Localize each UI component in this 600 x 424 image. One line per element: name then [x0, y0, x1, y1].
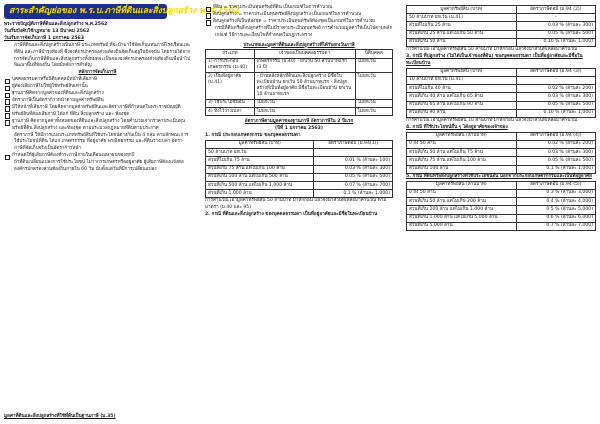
tax-rate-subheading: (ปีที่ 1 มกราคม 2563)	[275, 126, 323, 132]
table-row	[407, 189, 596, 197]
principle-item: ฐานภาษี คิดจากมูลค่าทั้งหมดของที่ดินและสิ่งปลูกสร้าง โดยคำนวณจากราคาประเมินทุนทรัพย์ที่ดิน สิ่งปลูกสร้าง และห้องชุด ตามประมวลกฎหมายที่ดินตามประกาศ	[4, 119, 191, 133]
table-cell: ส่วนที่เกิน 50 ล้าน แต่ไม่เกิน 200 ล้าน	[407, 198, 517, 206]
table-cell: ส่วนที่เกิน 5,000 ล้าน	[407, 222, 517, 230]
table-cell: ส่วนที่เกิน 25 ล้าน แต่ไม่เกิน 50 ล้าน	[407, 30, 517, 38]
table-cell: ส่วนที่เกิน 100 ล้าน	[407, 165, 517, 173]
table-cell: 0.05 % (ล้านละ 500)	[314, 173, 393, 181]
table-cell: 0.03 % (ล้านละ 300)	[516, 149, 595, 157]
table-cell: เกษตรกรรม (ม.40) - ยกเว้น 50 ล้านบาทแรก (3 ปี)	[254, 58, 355, 72]
column-3	[406, 5, 596, 422]
table-cell	[314, 149, 393, 157]
table-cell: 1) การประกอบเกษตรกรรม (ม.40)	[206, 58, 255, 72]
calculation-note: การคำนวณ เอามูลค่าทรัพย์สิน 50 ล้านบาท มาหักก่อน แล้วจึงนำส่วนที่เหลือมาคำนวณ ตามมาตรา (ม.40 และ 95)	[205, 198, 387, 211]
table-cell: 0.10 % (ล้านละ 1,000)	[516, 109, 595, 117]
table-row	[407, 165, 596, 173]
column-header: อัตราภาษีต่อปี (ม.94 (2))	[516, 6, 595, 14]
agriculture-rate-table	[205, 140, 393, 198]
table-cell: 0.03 % (ล้านละ 300)	[516, 93, 595, 101]
tax-rate-paragraph: อัตราภาษี ให้มีการแบ่งประเภททรัพย์สินที่ใช้ประโยชน์ต่างกันเป็น 4 กลุ่ม ตามลักษณะการใช้ประโยชน์ที่ดิน ได้แก่ เกษตรกรรม ที่อยู่อาศัย พาณิชยกรรม และที่ดินว่างเปล่า อัตราภาษีที่จัดเก็บจริงเป็นอัตราก้าวหน้า	[14, 132, 189, 152]
table-row	[206, 173, 393, 181]
column-header: อัตราภาษีต่อปี (ม.94 (3))	[516, 68, 595, 76]
table-cell: 0.03 % (ล้านละ 300)	[516, 22, 595, 30]
effective-date: วันเริ่มบังคับใช้กฎหมาย 13 มีนาคม 2562	[4, 28, 90, 34]
column-header: อัตราภาษีต่อปี (ม.94(1))	[314, 140, 393, 148]
act-title: พระราชบัญญัติภาษีที่ดินและสิ่งปลูกสร้าง พ.ศ.2562	[4, 22, 108, 27]
column-header: มูลค่าทรัพย์สิน (บาท)	[407, 6, 517, 14]
table-row	[206, 190, 393, 198]
table-row	[407, 93, 596, 101]
table-cell: 0.6 % (ล้านละ 6,000)	[516, 214, 595, 222]
other-residence-rate-table	[406, 132, 596, 174]
column-header: มูลค่าทรัพย์สิน (ล้านบาท)	[407, 181, 517, 189]
table-cell: ไม่ยกเว้น	[355, 99, 392, 107]
table-row	[206, 99, 393, 107]
table-header-row	[407, 132, 596, 140]
principles-heading: หลักการจัดเก็บภาษี	[78, 70, 117, 76]
calculation-note: การคำนวณ เอามูลค่าทรัพย์สิน 10 ล้านบาท มาหักก่อน แล้วจึงนำส่วนที่เหลือมาคำนวณ	[406, 117, 578, 123]
column-header: อัตราภาษีต่อปี (ม.94 (5))	[516, 181, 595, 189]
land-use-change-paragraph: ถ้าที่ดินเปลี่ยนแปลงการใช้ประโยชน์ ไม่ว่าการเกษตรหรืออยู่อาศัย ผู้เสียภาษีต้องแจ้งต่อองค์กรปกครองส่วนท้องถิ่นภายใน 60 วัน นับตั้งแต่วันที่มีการเปลี่ยนแปลง	[14, 160, 184, 173]
table-row	[407, 85, 596, 93]
column-header: ประเภท	[206, 50, 255, 58]
intro-paragraph: ภาษีที่ดินและสิ่งปลูกสร้างเป็นภาษี ประเภททรัพย์ ที่จะนำมาใช้จัดเก็บแทนภาษีโรงเรือนและที่ดิน และภาษีบำรุงท้องที่ ซึ่งองค์กรปกครองส่วนท้องถิ่นจัดเก็บอยู่ในปัจจุบัน โดยรายได้จากการจัดเก็บภาษีที่ดินและสิ่งปลูกสร้างทั้งหมดจะเป็นขององค์กรปกครองส่วนท้องถิ่นเพื่อนำไปพัฒนาพื้นที่ท้องถิ่น โดยมีหลักการสำคัญ	[14, 42, 191, 69]
table-row	[407, 14, 596, 22]
table-header-row	[407, 181, 596, 189]
principle-item: บุคคลธรรมดาหรือนิติบุคคลมีหน้าที่เสียภาษี	[4, 77, 191, 84]
table-cell: ส่วนที่เกิน 50 ล้าน	[407, 38, 517, 46]
table-cell: ส่วนที่เกิน 100 ล้าน แต่ไม่เกิน 500 ล้าน	[206, 173, 314, 181]
table-row	[206, 73, 393, 100]
table-cell: ไม่ยกเว้น	[355, 73, 392, 100]
tax-rate-heading: อัตราภาษีตามมูลค่าของฐานภาษี อัตราภาษีใน 2 ปีแรก	[244, 119, 354, 125]
table-cell: 0 ถึง 50 ล้าน	[407, 140, 517, 148]
tax-base-land: ที่ดิน = ราคาประเมินทุนทรัพย์ที่ดิน เป็นเกณฑ์ในการคำนวณ	[205, 5, 393, 12]
column-2	[205, 5, 393, 422]
table-cell: ส่วนที่เกิน 75 ล้าน แต่ไม่เกิน 100 ล้าน	[407, 157, 517, 165]
table-cell: ส่วนที่เกิน 200 ล้าน แต่ไม่เกิน 1,000 ล้าน	[407, 206, 517, 214]
table-row	[407, 22, 596, 30]
table-row	[407, 198, 596, 206]
collection-start-date: วันเริ่มการจัดเก็บภาษี 1 มกราคม 2563	[4, 35, 84, 41]
column-header: มูลค่าทรัพย์สิน (ล้านบาท)	[407, 132, 517, 140]
column-header: อัตราภาษีต่อปี (ม.94 (4))	[516, 132, 595, 140]
residence-rate-table	[406, 5, 596, 47]
table-row	[407, 214, 596, 222]
table-cell: 3) ใช้ประโยชน์อื่น	[206, 99, 255, 107]
table-row	[407, 38, 596, 46]
table-cell: 0 ถึง 50 ล้าน	[407, 189, 517, 197]
table-row	[407, 140, 596, 148]
table-cell: ไม่ยกเว้น	[254, 108, 355, 116]
table-cell: 0.7 % (ล้านละ 7,000)	[516, 222, 595, 230]
table-row	[206, 108, 393, 116]
table-cell: ส่วนที่เกิน 500 ล้าน แต่ไม่เกิน 1,000 ล้าน	[206, 182, 314, 190]
table-cell: 0.02 % (ล้านละ 200)	[516, 85, 595, 93]
calculation-note: การคำนวณ เอามูลค่าทรัพย์สิน 50 ล้านบาท มาหักก่อน แล้วจึงนำส่วนที่เหลือมาคำนวณ	[406, 47, 578, 53]
table-cell: ส่วนที่ไม่เกิน 25 ล้าน	[407, 22, 517, 30]
principle-item: ทรัพย์สินที่ต้องเสียภาษี ได้แก่ ที่ดิน สิ่งปลูกสร้าง และ ห้องชุด	[4, 112, 191, 119]
case-5-heading: 5. กรณี ที่ดินหรือสิ่งปลูกสร้างที่ใช้ประโยชน์อื่น นอกจากประกอบเกษตรกรรมและเป็นที่อยู่อาศัย	[406, 173, 592, 179]
table-cell: 2) เป็นที่อยู่อาศัย (ม.41)	[206, 73, 255, 100]
table-cell: 50 ล้านบาท ยกเว้น	[206, 149, 314, 157]
table-cell: ส่วนที่เกิน 65 ล้าน แต่ไม่เกิน 90 ล้าน	[407, 101, 517, 109]
table-cell: ส่วนที่เกิน 90 ล้าน	[407, 109, 517, 117]
table-cell: 50 ล้านบาท ยกเว้น (ม.41)	[407, 14, 517, 22]
table-cell: 0.5 % (ล้านละ 5,000)	[516, 206, 595, 214]
table-row	[206, 182, 393, 190]
table-cell: 0.05 % (ล้านละ 500)	[516, 101, 595, 109]
table-cell: 0.1 % (ล้านละ 1,000)	[516, 165, 595, 173]
table-cell: 0.01 % (ล้านละ 100)	[314, 157, 393, 165]
table-cell: 0.02 % (ล้านละ 200)	[516, 140, 595, 148]
table-cell: ส่วนที่เกิน 1,000 ล้าน	[206, 190, 314, 198]
table-cell: ไม่ยกเว้น	[254, 99, 355, 107]
table-cell: ส่วนที่เกิน 1,000 ล้าน แต่ไม่เกิน 5,000 ล้าน	[407, 214, 517, 222]
table-header-row	[407, 68, 596, 76]
table-cell: 0.03 % (ล้านละ 300)	[314, 165, 393, 173]
table-row	[206, 58, 393, 72]
commercial-rate-table	[406, 181, 596, 231]
tax-base-footer-heading: มูลค่าที่ดินและสิ่งปลูกสร้างที่ใช้ที่ดินเป็นฐานภาษี (ม.35)	[4, 414, 116, 419]
table-cell: -	[516, 14, 595, 22]
case-2-heading: 2. กรณี ที่ดินและสิ่งปลูกสร้าง ของบุคคลธรรมดา เป็นที่อยู่อาศัยและมีชื่อในทะเบียนบ้าน	[205, 212, 378, 218]
principle-item: ฐานภาษีคิดจากมูลค่าของที่ดินและสิ่งปลูกสร้าง	[4, 91, 191, 98]
table-cell: ส่วนที่เกิน 40 ล้าน แต่ไม่เกิน 65 ล้าน	[407, 93, 517, 101]
payment-deadline-item: กำหนดให้ผู้เสียภาษีต้องชำระภาษีภายในเดือนเมษายนของทุกปี	[4, 153, 191, 160]
table-row	[407, 222, 596, 230]
table-row	[206, 149, 393, 157]
column-header: มูลค่าทรัพย์สิน (บาท)	[407, 68, 517, 76]
exemption-table	[205, 49, 393, 116]
case-1-heading: 1. กรณี ประกอบเกษตรกรรม ของบุคคลธรรมดา	[205, 133, 301, 139]
table-cell: ไม่ยกเว้น	[355, 108, 392, 116]
table-cell: ส่วนที่ไม่เกิน 75 ล้าน	[206, 157, 314, 165]
table-row	[407, 109, 596, 117]
case-3-heading: 3. กรณี ที่ปลูกสร้าง (ไม่ได้เป็นเจ้าของที่ดิน) ของบุคคลธรรมดา เป็นที่อยู่อาศัยและมีชื่อในทะเบียนบ้าน	[406, 53, 583, 66]
table-cell: ส่วนที่เกิน 75 ล้าน แต่ไม่เกิน 100 ล้าน	[206, 165, 314, 173]
table-cell: 4) ทิ้งไว้ว่างเปล่า	[206, 108, 255, 116]
table-header-row	[206, 50, 393, 58]
tax-base-note: กรณีที่ดินหรือสิ่งปลูกสร้างที่ไม่มีราคาประเมินทุนทรัพย์ การคำนวณมูลค่าให้เป็นไปตามหลักเกณฑ์ วิธีการและเงื่อนไขที่กำหนดในกฎกระทรวง	[215, 25, 393, 38]
principle-item: ผู้ต้องเสียภาษีไม่ใช่ผู้ใช้ทรัพย์สินเท่านั้น	[4, 84, 191, 91]
tax-base-building: สิ่งปลูกสร้าง = ราคาประเมินทุนทรัพย์สิ่งปลูกสร้าง เป็นเกณฑ์ในการคำนวณ	[205, 12, 393, 19]
table-row	[407, 76, 596, 84]
table-row	[407, 101, 596, 109]
case-4-heading: 4. กรณี ที่ใช้ประโยชน์อื่น ๆ ได้อยู่อาศัยของเจ้าของ	[406, 124, 508, 130]
table-header-row	[206, 140, 393, 148]
document-banner: สาระสำคัญย่อของ พ.ร.บ.ภาษีที่ดินและสิ่งปลูกสร้าง พ.ศ.2562	[4, 4, 167, 19]
table-cell: 0.05 % (ล้านละ 500)	[516, 157, 595, 165]
principle-item: มีให้หน้าที่เสียภาษี โดยคิดจากมูลค่าทรัพย์สินและอัตราภาษีที่กำหนดในพระราชบัญญัติ	[4, 105, 191, 112]
table-cell: 0.4 % (ล้านละ 4,000)	[516, 198, 595, 206]
table-cell: 10 ล้านบาท ยกเว้น (ม.41)	[407, 76, 517, 84]
table-row	[206, 165, 393, 173]
table-cell: ไม่ยกเว้น	[355, 58, 392, 72]
table-cell: ส่วนที่ไม่เกิน 40 ล้าน	[407, 85, 517, 93]
column-header: นิติบุคคล	[355, 50, 392, 58]
table-cell: 0.05 % (ล้านละ 500)	[516, 30, 595, 38]
exemption-heading: ประเภทและมูลค่าที่ดินและสิ่งปลูกสร้างที่ได้รับยกเว้นภาษี	[243, 42, 355, 48]
column-header: มูลค่าทรัพย์สิน (บาท)	[206, 140, 314, 148]
principle-item: อัตราภาษีเป็นอัตราก้าวหน้าตามมูลค่าทรัพย์สิน	[4, 98, 191, 105]
table-row	[407, 149, 596, 157]
table-cell: 0.07 % (ล้านละ 700)	[314, 182, 393, 190]
table-row	[407, 30, 596, 38]
table-cell: 0.1 % (ล้านละ 1,000)	[314, 190, 393, 198]
table-cell: 0.10 % (ล้านละ 1,000)	[516, 38, 595, 46]
table-cell: -	[516, 76, 595, 84]
table-row	[407, 157, 596, 165]
table-cell: ส่วนที่เกิน 50 ล้าน แต่ไม่เกิน 75 ล้าน	[407, 149, 517, 157]
building-only-rate-table	[406, 68, 596, 118]
table-cell: - บ้านหลังหลักที่ดินและสิ่งปลูกสร้าง มีชื่อในทะเบียนบ้าน ยกเว้น 50 ล้านบาทแรก - สิ่งปลูกสร้างที่เป็นที่อยู่อาศัย มีชื่อในทะเบียนบ้าน ยกเว้น 10 ล้านบาทแรก	[254, 73, 355, 100]
table-cell: 0.3 % (ล้านละ 3,000)	[516, 189, 595, 197]
table-header-row	[407, 6, 596, 14]
table-row	[407, 206, 596, 214]
tax-base-condo: สิ่งปลูกสร้างที่เป็นห้องชุด = ราคาประเมินทุนทรัพย์ห้องชุดเป็นเกณฑ์ในการคำนวณ	[205, 19, 393, 26]
column-1	[4, 22, 191, 420]
column-header: เจ้าของเป็นบุคคลธรรมดา	[254, 50, 355, 58]
table-row	[206, 157, 393, 165]
